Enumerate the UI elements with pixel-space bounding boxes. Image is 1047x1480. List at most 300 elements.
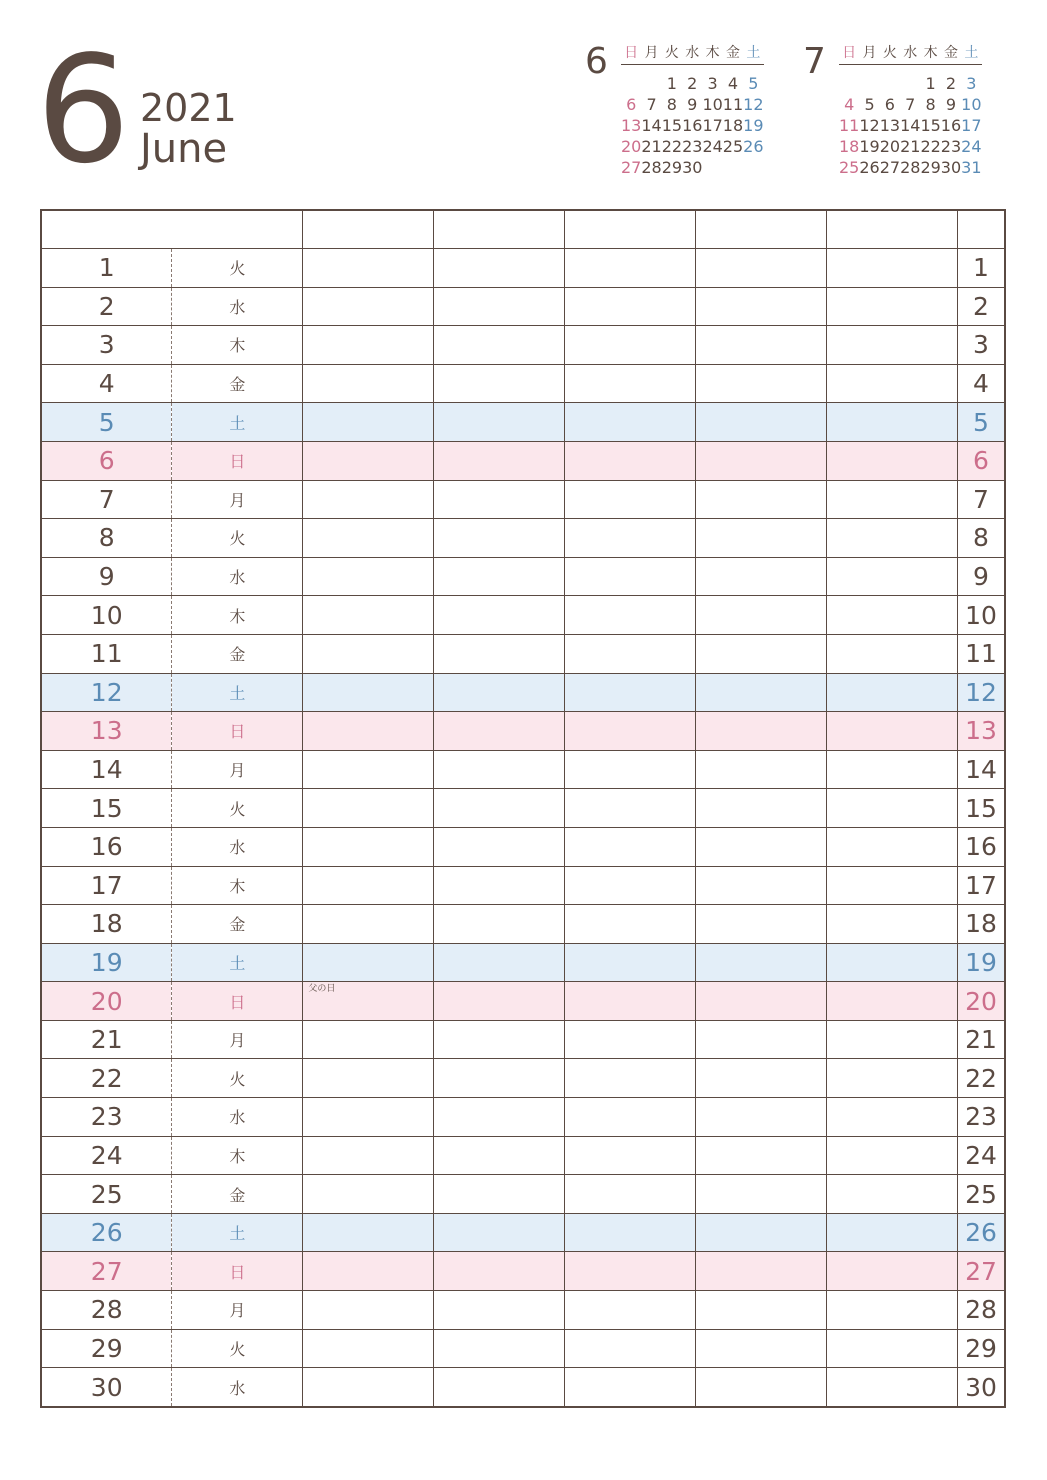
schedule-cell[interactable] [303, 1252, 434, 1291]
schedule-cell[interactable] [565, 982, 696, 1021]
mini-weekday-header: 月 [641, 42, 661, 65]
mini-day-cell [839, 73, 859, 94]
schedule-cell[interactable] [827, 827, 958, 866]
mini-calendar-month-number: 7 [803, 41, 826, 82]
day-of-week: 金 [172, 634, 303, 673]
schedule-cell[interactable] [303, 712, 434, 751]
mini-day-cell: 14 [900, 116, 921, 135]
day-number: 27 [41, 1252, 172, 1291]
day-of-week: 火 [172, 519, 303, 558]
schedule-cell[interactable] [696, 1098, 827, 1137]
schedule-cell[interactable] [565, 827, 696, 866]
schedule-cell[interactable] [434, 1136, 565, 1175]
schedule-cell[interactable] [303, 403, 434, 442]
schedule-cell[interactable] [565, 1368, 696, 1407]
schedule-cell[interactable] [565, 673, 696, 712]
mini-day-cell: 10 [961, 95, 982, 114]
schedule-cell[interactable] [696, 712, 827, 751]
day-number: 23 [41, 1098, 172, 1137]
day-row [41, 827, 1005, 866]
schedule-cell[interactable] [696, 557, 827, 596]
day-number-right: 23 [958, 1098, 1006, 1137]
schedule-cell[interactable] [696, 1213, 827, 1252]
schedule-cell[interactable] [565, 712, 696, 751]
mini-day-cell [702, 157, 722, 178]
schedule-cell[interactable] [565, 1175, 696, 1214]
mini-day-cell: 23 [682, 137, 703, 156]
schedule-cell[interactable] [827, 326, 958, 365]
schedule-cell[interactable] [696, 634, 827, 673]
day-number: 5 [41, 403, 172, 442]
mini-day-cell: 18 [839, 137, 860, 156]
schedule-cell[interactable] [434, 441, 565, 480]
schedule-cell[interactable] [434, 1329, 565, 1368]
schedule-cell[interactable] [696, 519, 827, 558]
mini-day-cell: 6 [884, 95, 895, 114]
schedule-cell[interactable] [696, 1059, 827, 1098]
day-of-week: 月 [172, 1291, 303, 1330]
schedule-cell[interactable] [565, 789, 696, 828]
mini-weekday-header: 土 [961, 42, 981, 65]
day-row [41, 1252, 1005, 1291]
day-number-right: 22 [958, 1059, 1006, 1098]
schedule-cell[interactable] [565, 1291, 696, 1330]
day-row [41, 441, 1005, 480]
day-number-right: 25 [958, 1175, 1006, 1214]
schedule-cell[interactable] [565, 1020, 696, 1059]
day-of-week: 日 [172, 982, 303, 1021]
schedule-cell[interactable] [434, 1291, 565, 1330]
mini-day-cell [859, 73, 879, 94]
schedule-cell[interactable] [434, 480, 565, 519]
day-number: 8 [41, 519, 172, 558]
schedule-cell[interactable] [434, 750, 565, 789]
mini-weekday-header: 火 [880, 42, 900, 65]
schedule-cell[interactable] [434, 943, 565, 982]
schedule-cell[interactable] [696, 750, 827, 789]
day-row [41, 905, 1005, 944]
schedule-cell[interactable] [434, 1213, 565, 1252]
mini-day-cell: 4 [844, 95, 855, 114]
mini-day-cell: 19 [859, 137, 880, 156]
schedule-cell[interactable] [434, 249, 565, 288]
schedule-cell[interactable] [434, 1368, 565, 1407]
schedule-cell[interactable] [565, 364, 696, 403]
mini-day-cell: 6 [626, 95, 637, 114]
schedule-cell[interactable] [827, 905, 958, 944]
day-of-week: 土 [172, 403, 303, 442]
schedule-cell[interactable] [565, 326, 696, 365]
day-number: 10 [41, 596, 172, 635]
day-row [41, 1020, 1005, 1059]
day-row [41, 480, 1005, 519]
schedule-cell[interactable] [696, 1291, 827, 1330]
schedule-cell[interactable] [827, 1291, 958, 1330]
schedule-cell[interactable] [434, 403, 565, 442]
day-number-right: 26 [958, 1213, 1006, 1252]
mini-weekday-header: 木 [920, 42, 940, 65]
schedule-cell[interactable] [565, 750, 696, 789]
member-name-cell[interactable] [434, 210, 565, 249]
schedule-cell[interactable] [303, 249, 434, 288]
day-row [41, 1368, 1005, 1407]
schedule-cell[interactable] [303, 480, 434, 519]
schedule-cell[interactable] [696, 943, 827, 982]
day-number: 15 [41, 789, 172, 828]
schedule-cell[interactable] [827, 1136, 958, 1175]
schedule-cell[interactable] [303, 943, 434, 982]
schedule-cell[interactable] [827, 1098, 958, 1137]
mini-day-cell: 24 [702, 137, 723, 156]
schedule-cell[interactable] [827, 403, 958, 442]
mini-day-cell: 12 [743, 95, 764, 114]
schedule-cell[interactable] [434, 982, 565, 1021]
member-name-cell[interactable] [696, 210, 827, 249]
day-row [41, 982, 1005, 1021]
day-number: 11 [41, 634, 172, 673]
day-row [41, 1175, 1005, 1214]
schedule-cell[interactable] [827, 1252, 958, 1291]
schedule-cell[interactable] [303, 287, 434, 326]
schedule-cell[interactable] [434, 789, 565, 828]
schedule-cell[interactable] [827, 1368, 958, 1407]
schedule-cell[interactable] [303, 1098, 434, 1137]
mini-day-cell: 31 [961, 158, 982, 177]
day-of-week: 火 [172, 1059, 303, 1098]
day-number: 4 [41, 364, 172, 403]
schedule-cell[interactable] [696, 403, 827, 442]
schedule-cell[interactable] [696, 596, 827, 635]
schedule-cell[interactable] [565, 1059, 696, 1098]
schedule-cell[interactable] [827, 866, 958, 905]
day-number-right: 27 [958, 1252, 1006, 1291]
schedule-cell[interactable] [565, 480, 696, 519]
day-number-right: 12 [958, 673, 1006, 712]
day-number-right: 15 [958, 789, 1006, 828]
mini-day-cell: 13 [879, 116, 901, 135]
day-of-week: 日 [172, 441, 303, 480]
day-row [41, 789, 1005, 828]
schedule-cell[interactable] [696, 1368, 827, 1407]
day-number-right: 17 [958, 866, 1006, 905]
mini-weekday-header: 月 [859, 42, 879, 65]
day-number-right: 24 [958, 1136, 1006, 1175]
schedule-cell[interactable] [434, 287, 565, 326]
header-date-cell [41, 210, 303, 249]
schedule-cell[interactable] [303, 1291, 434, 1330]
day-number: 29 [41, 1329, 172, 1368]
schedule-cell[interactable] [303, 1175, 434, 1214]
day-of-week: 日 [172, 1252, 303, 1291]
day-row [41, 712, 1005, 751]
schedule-cell[interactable] [303, 441, 434, 480]
schedule-cell[interactable] [827, 789, 958, 828]
schedule-cell[interactable] [303, 866, 434, 905]
day-number-right: 13 [958, 712, 1006, 751]
day-number-right: 9 [958, 557, 1006, 596]
schedule-cell[interactable] [696, 1252, 827, 1291]
day-number: 2 [41, 287, 172, 326]
schedule-cell[interactable] [565, 519, 696, 558]
day-of-week: 日 [172, 712, 303, 751]
schedule-cell[interactable] [303, 750, 434, 789]
mini-day-cell: 17 [702, 116, 723, 135]
mini-day-cell: 16 [682, 116, 703, 135]
day-number: 19 [41, 943, 172, 982]
mini-day-cell: 26 [743, 137, 764, 156]
mini-day-cell: 5 [748, 74, 759, 93]
schedule-cell[interactable] [434, 1175, 565, 1214]
schedule-cell[interactable] [696, 287, 827, 326]
schedule-cell[interactable] [696, 364, 827, 403]
schedule-cell[interactable] [434, 519, 565, 558]
schedule-cell[interactable] [827, 287, 958, 326]
mini-day-cell: 29 [661, 158, 683, 177]
mini-day-cell: 17 [961, 116, 982, 135]
schedule-cell[interactable] [303, 982, 434, 1021]
day-number: 3 [41, 326, 172, 365]
mini-day-cell: 15 [661, 116, 683, 135]
mini-weekday-header: 水 [682, 42, 702, 65]
mini-day-cell: 20 [621, 137, 642, 156]
day-row [41, 1136, 1005, 1175]
schedule-cell[interactable] [565, 1329, 696, 1368]
day-of-week: 火 [172, 789, 303, 828]
day-of-week: 木 [172, 866, 303, 905]
schedule-cell[interactable] [434, 1059, 565, 1098]
mini-day-cell: 30 [940, 158, 962, 177]
day-row [41, 1291, 1005, 1330]
schedule-cell[interactable] [565, 403, 696, 442]
schedule-cell[interactable] [434, 364, 565, 403]
schedule-cell[interactable] [303, 1136, 434, 1175]
day-row [41, 866, 1005, 905]
schedule-cell[interactable] [565, 1213, 696, 1252]
schedule-cell[interactable] [696, 1329, 827, 1368]
schedule-cell[interactable] [565, 1252, 696, 1291]
schedule-cell[interactable] [303, 557, 434, 596]
day-number: 22 [41, 1059, 172, 1098]
mini-day-cell: 15 [920, 116, 941, 135]
schedule-cell[interactable] [303, 326, 434, 365]
schedule-cell[interactable] [696, 673, 827, 712]
schedule-cell[interactable] [696, 982, 827, 1021]
schedule-cell[interactable] [434, 827, 565, 866]
day-number: 16 [41, 827, 172, 866]
member-name-cell[interactable] [303, 210, 434, 249]
schedule-cell[interactable] [303, 596, 434, 635]
day-number: 26 [41, 1213, 172, 1252]
header-right-cell [958, 210, 1006, 249]
mini-day-cell [641, 73, 661, 94]
schedule-cell[interactable] [696, 789, 827, 828]
day-row [41, 403, 1005, 442]
schedule-cell[interactable] [696, 905, 827, 944]
day-row [41, 1213, 1005, 1252]
schedule-cell[interactable] [696, 1020, 827, 1059]
day-number-right: 6 [958, 441, 1006, 480]
schedule-cell[interactable] [303, 634, 434, 673]
mini-day-cell: 8 [666, 95, 677, 114]
schedule-cell[interactable] [434, 1098, 565, 1137]
schedule-cell[interactable] [827, 1175, 958, 1214]
schedule-cell[interactable] [303, 1329, 434, 1368]
day-number-right: 7 [958, 480, 1006, 519]
mini-day-cell: 30 [682, 158, 703, 177]
schedule-cell[interactable] [434, 673, 565, 712]
schedule-cell[interactable] [696, 1175, 827, 1214]
schedule-cell[interactable] [565, 441, 696, 480]
schedule-cell[interactable] [827, 634, 958, 673]
day-of-week: 水 [172, 1098, 303, 1137]
schedule-cell[interactable] [565, 866, 696, 905]
schedule-cell[interactable] [827, 750, 958, 789]
schedule-cell[interactable] [434, 712, 565, 751]
day-number: 24 [41, 1136, 172, 1175]
mini-day-cell: 8 [925, 95, 936, 114]
schedule-cell[interactable] [827, 982, 958, 1021]
mini-day-cell: 26 [859, 158, 880, 177]
schedule-cell[interactable] [565, 249, 696, 288]
schedule-cell[interactable] [434, 905, 565, 944]
schedule-cell[interactable] [827, 1020, 958, 1059]
day-number-right: 8 [958, 519, 1006, 558]
day-of-week: 月 [172, 1020, 303, 1059]
day-of-week: 土 [172, 943, 303, 982]
day-row [41, 1059, 1005, 1098]
day-row [41, 750, 1005, 789]
schedule-cell[interactable] [303, 827, 434, 866]
schedule-cell[interactable] [696, 827, 827, 866]
day-of-week: 月 [172, 480, 303, 519]
schedule-cell[interactable] [565, 905, 696, 944]
schedule-cell[interactable] [565, 596, 696, 635]
schedule-cell[interactable] [303, 1213, 434, 1252]
mini-day-cell: 25 [839, 158, 860, 177]
schedule-cell[interactable] [434, 866, 565, 905]
member-name-cell[interactable] [565, 210, 696, 249]
schedule-cell[interactable] [696, 441, 827, 480]
mini-day-cell: 14 [641, 116, 662, 135]
day-number: 13 [41, 712, 172, 751]
family-schedule-grid [40, 209, 1006, 1408]
schedule-cell[interactable] [696, 249, 827, 288]
schedule-cell[interactable] [434, 634, 565, 673]
day-row [41, 326, 1005, 365]
mini-day-cell: 1 [925, 74, 936, 93]
mini-day-cell: 12 [859, 116, 880, 135]
schedule-cell[interactable] [434, 326, 565, 365]
day-number-right: 28 [958, 1291, 1006, 1330]
mini-day-cell: 28 [900, 158, 921, 177]
schedule-cell[interactable] [565, 1098, 696, 1137]
schedule-cell[interactable] [565, 1136, 696, 1175]
schedule-cell[interactable] [565, 557, 696, 596]
day-number-right: 18 [958, 905, 1006, 944]
mini-day-cell: 27 [879, 158, 901, 177]
day-number-right: 20 [958, 982, 1006, 1021]
schedule-cell[interactable] [696, 480, 827, 519]
mini-day-cell [621, 73, 641, 94]
month-number: 6 [36, 24, 131, 196]
mini-day-cell: 5 [864, 95, 875, 114]
schedule-cell[interactable] [434, 557, 565, 596]
day-number: 9 [41, 557, 172, 596]
day-number: 21 [41, 1020, 172, 1059]
mini-day-cell: 3 [966, 74, 977, 93]
schedule-cell[interactable] [434, 1252, 565, 1291]
schedule-cell[interactable] [827, 441, 958, 480]
mini-day-cell [723, 157, 743, 178]
schedule-cell[interactable] [434, 596, 565, 635]
schedule-cell[interactable] [696, 1136, 827, 1175]
schedule-cell[interactable] [827, 364, 958, 403]
mini-weekday-header: 日 [621, 42, 641, 65]
schedule-cell[interactable] [827, 943, 958, 982]
mini-day-cell: 1 [666, 74, 677, 93]
schedule-cell[interactable] [303, 1059, 434, 1098]
schedule-cell[interactable] [303, 1020, 434, 1059]
schedule-cell[interactable] [696, 326, 827, 365]
schedule-cell[interactable] [827, 1059, 958, 1098]
schedule-cell[interactable] [827, 557, 958, 596]
schedule-cell[interactable] [303, 673, 434, 712]
member-name-cell[interactable] [827, 210, 958, 249]
schedule-cell[interactable] [827, 712, 958, 751]
mini-day-cell: 20 [879, 137, 901, 156]
schedule-cell[interactable] [565, 287, 696, 326]
mini-day-cell: 22 [661, 137, 683, 156]
schedule-cell[interactable] [827, 519, 958, 558]
schedule-cell[interactable] [827, 480, 958, 519]
schedule-cell[interactable] [303, 519, 434, 558]
schedule-cell[interactable] [303, 905, 434, 944]
mini-weekday-header: 水 [900, 42, 920, 65]
schedule-cell[interactable] [827, 596, 958, 635]
day-number-right: 3 [958, 326, 1006, 365]
schedule-cell[interactable] [827, 1213, 958, 1252]
day-number-right: 2 [958, 287, 1006, 326]
schedule-cell[interactable] [303, 364, 434, 403]
schedule-cell[interactable] [565, 943, 696, 982]
mini-weekday-header: 土 [743, 42, 763, 65]
day-number: 18 [41, 905, 172, 944]
schedule-cell[interactable] [303, 789, 434, 828]
day-number-right: 10 [958, 596, 1006, 635]
mini-day-cell: 2 [945, 74, 957, 93]
mini-day-cell: 16 [940, 116, 962, 135]
day-number: 28 [41, 1291, 172, 1330]
schedule-cell[interactable] [696, 866, 827, 905]
day-number: 14 [41, 750, 172, 789]
schedule-cell[interactable] [827, 249, 958, 288]
schedule-cell[interactable] [303, 1368, 434, 1407]
mini-day-cell: 7 [905, 95, 916, 114]
day-of-week: 水 [172, 1368, 303, 1407]
mini-day-cell: 11 [839, 116, 860, 135]
holiday-note: 父の日 [308, 984, 336, 995]
mini-day-cell: 27 [621, 158, 642, 177]
day-number: 6 [41, 441, 172, 480]
day-row [41, 1098, 1005, 1137]
schedule-cell[interactable] [827, 1329, 958, 1368]
schedule-cell[interactable] [434, 1020, 565, 1059]
day-number: 20 [41, 982, 172, 1021]
day-number-right: 4 [958, 364, 1006, 403]
mini-calendar-month-number: 6 [585, 41, 608, 82]
schedule-cell[interactable] [827, 673, 958, 712]
schedule-cell[interactable] [565, 634, 696, 673]
